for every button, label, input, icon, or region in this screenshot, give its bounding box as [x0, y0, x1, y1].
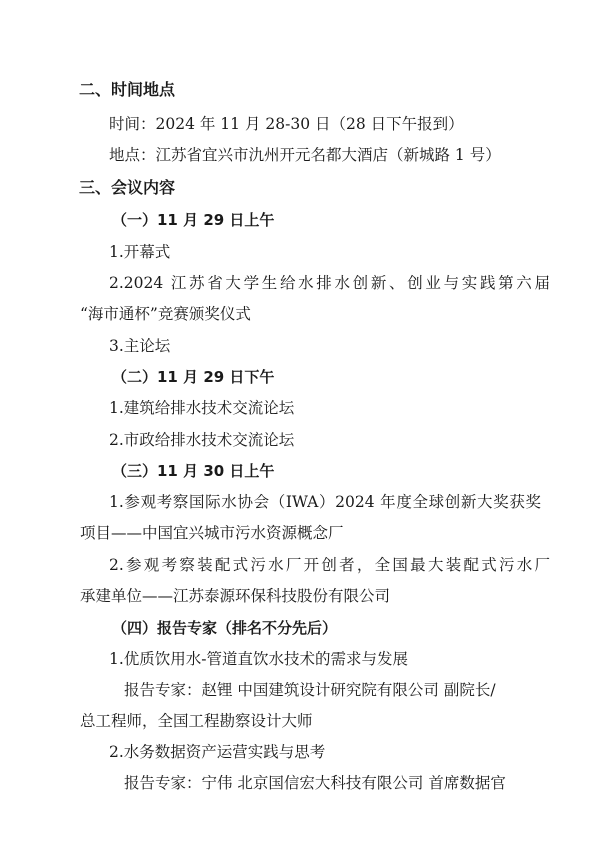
list-item: 2.水务数据资产运营实践与思考 [109, 743, 326, 761]
list-item-continuation: 项目——中国宜兴城市污水资源概念厂 [80, 524, 344, 542]
list-item: 1.开幕式 [109, 243, 171, 261]
speaker-line: 报告专家：宁伟 北京国信宏大科技有限公司 首席数据官 [124, 774, 506, 792]
time-line: 时间：2024 年 11 月 28-30 日（28 日下午报到） [109, 115, 464, 133]
subheading-nov30-morning: （三）11 月 30 日上午 [112, 462, 275, 480]
list-item: 1.优质饮用水-管道直饮水技术的需求与发展 [109, 650, 409, 668]
section-heading-agenda: 三、会议内容 [79, 178, 176, 197]
subheading-nov29-afternoon: （二）11 月 29 日下午 [112, 368, 275, 386]
subheading-nov29-morning: （一）11 月 29 日上午 [112, 211, 275, 229]
list-item: 1.建筑给排水技术交流论坛 [109, 399, 295, 417]
list-item: 2.市政给排水技术交流论坛 [109, 431, 295, 449]
list-item: 1.参观考察国际水协会（IWA）2024 年度全球创新大奖获奖 [109, 493, 541, 511]
subheading-speakers: （四）报告专家（排名不分先后） [112, 619, 338, 637]
list-item-continuation: “海市通杯”竞赛颁奖仪式 [80, 305, 251, 323]
speaker-line-continuation: 总工程师，全国工程勘察设计大师 [80, 712, 313, 730]
list-item: 2.参观考察装配式污水厂开创者，全国最大装配式污水厂 [109, 556, 550, 574]
list-item: 3.主论坛 [109, 337, 171, 355]
section-heading-time-place: 二、时间地点 [79, 80, 176, 99]
speaker-line: 报告专家：赵锂 中国建筑设计研究院有限公司 副院长/ [124, 681, 496, 699]
list-item-continuation: 承建单位——江苏泰源环保科技股份有限公司 [80, 587, 391, 605]
place-line: 地点：江苏省宜兴市氿州开元名都大酒店（新城路 1 号） [109, 146, 501, 164]
list-item: 2.2024 江苏省大学生给水排水创新、创业与实践第六届 [109, 274, 550, 292]
